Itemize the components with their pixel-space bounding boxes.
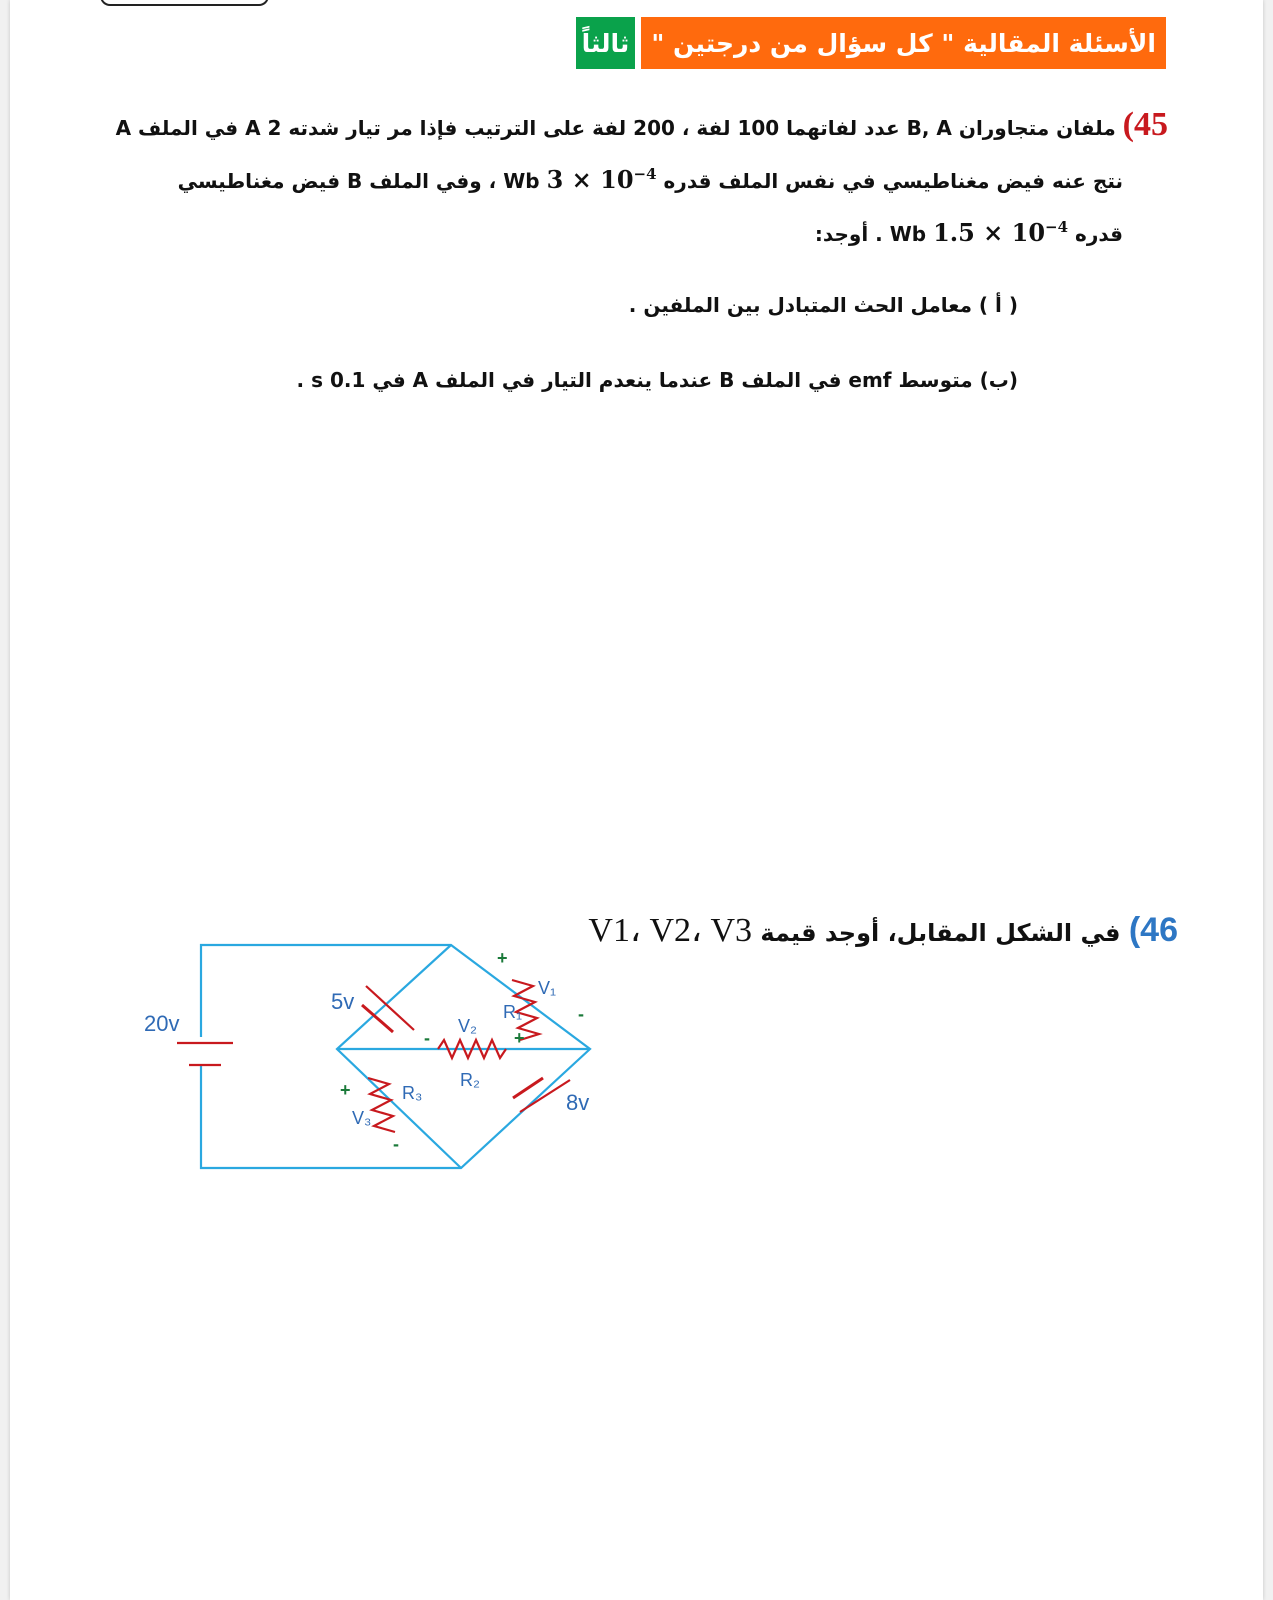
question-46-number: 46	[1140, 911, 1178, 949]
r2-label: R₂	[460, 1070, 480, 1090]
section-label-green: ثالثاً	[576, 17, 636, 69]
question-45-number: 45	[1134, 106, 1168, 143]
question-46-text: في الشكل المقابل، أوجد قيمة	[760, 919, 1121, 947]
r3-plus-sign: +	[340, 1080, 351, 1100]
question-45-part-b: (ب) متوسط emf في الملف B عندما ينعدم التيار في الملف A في 0.1 s .	[296, 368, 1018, 392]
r2-minus-sign: -	[424, 1028, 430, 1048]
battery-8v-label: 8v	[566, 1090, 590, 1115]
question-45-line2-prefix: نتج عنه فيض مغناطيسي في نفس الملف قدره Wb	[503, 169, 1123, 193]
r1-minus-sign: -	[578, 1004, 584, 1024]
v3-label: V₃	[352, 1108, 372, 1128]
section-label-orange: الأسئلة المقالية " كل سؤال من درجتين "	[641, 17, 1166, 69]
question-45-line2-suffix: ، وفي الملف B فيض مغناطيسي	[177, 169, 497, 193]
question-45-text-1: ملفان متجاوران B, A عدد لفاتهما 100 لفة ، 200 لفة على الترتيب فإذا مر تيار شدته 2 A في الملف A	[115, 116, 1116, 140]
r1-label: R₁	[503, 1002, 523, 1022]
flux-value-a: $3 \times 10^{-4}$	[546, 165, 657, 194]
question-45-line3-prefix: قدره Wb	[889, 222, 1123, 246]
v1-label: V₁	[538, 978, 557, 998]
v2-label: V₂	[458, 1016, 477, 1036]
battery-5v-label: 5v	[331, 989, 355, 1014]
question-45-part-a: ( أ ) معامل الحث المتبادل بين الملفين .	[628, 293, 1018, 317]
flux-value-b: $1.5 \times 10^{-4}$	[933, 218, 1069, 247]
r1-plus-sign: +	[497, 948, 508, 968]
resistor-r3-symbol	[368, 1078, 395, 1132]
r3-label: R₃	[402, 1083, 423, 1103]
question-45-line3-suffix: . أوجد:	[814, 222, 883, 246]
resistor-r2-symbol	[438, 1040, 506, 1058]
question-46: 46) في الشكل المقابل، أوجد قيمة V1، V2، V3	[588, 911, 1178, 949]
battery-20v-label: 20v	[144, 1011, 180, 1036]
battery-20v-symbol	[177, 1043, 233, 1065]
question-46-vars: V1، V2، V3	[588, 912, 753, 949]
question-45-line-1: 45) ملفان متجاوران B, A عدد لفاتهما 100 لفة ، 200 لفة على الترتيب فإذا مر تيار شدته 2 A في الملف A	[115, 106, 1168, 143]
r2-plus-sign: +	[514, 1028, 525, 1048]
r3-minus-sign: -	[393, 1134, 399, 1154]
battery-5v-symbol	[362, 986, 414, 1032]
